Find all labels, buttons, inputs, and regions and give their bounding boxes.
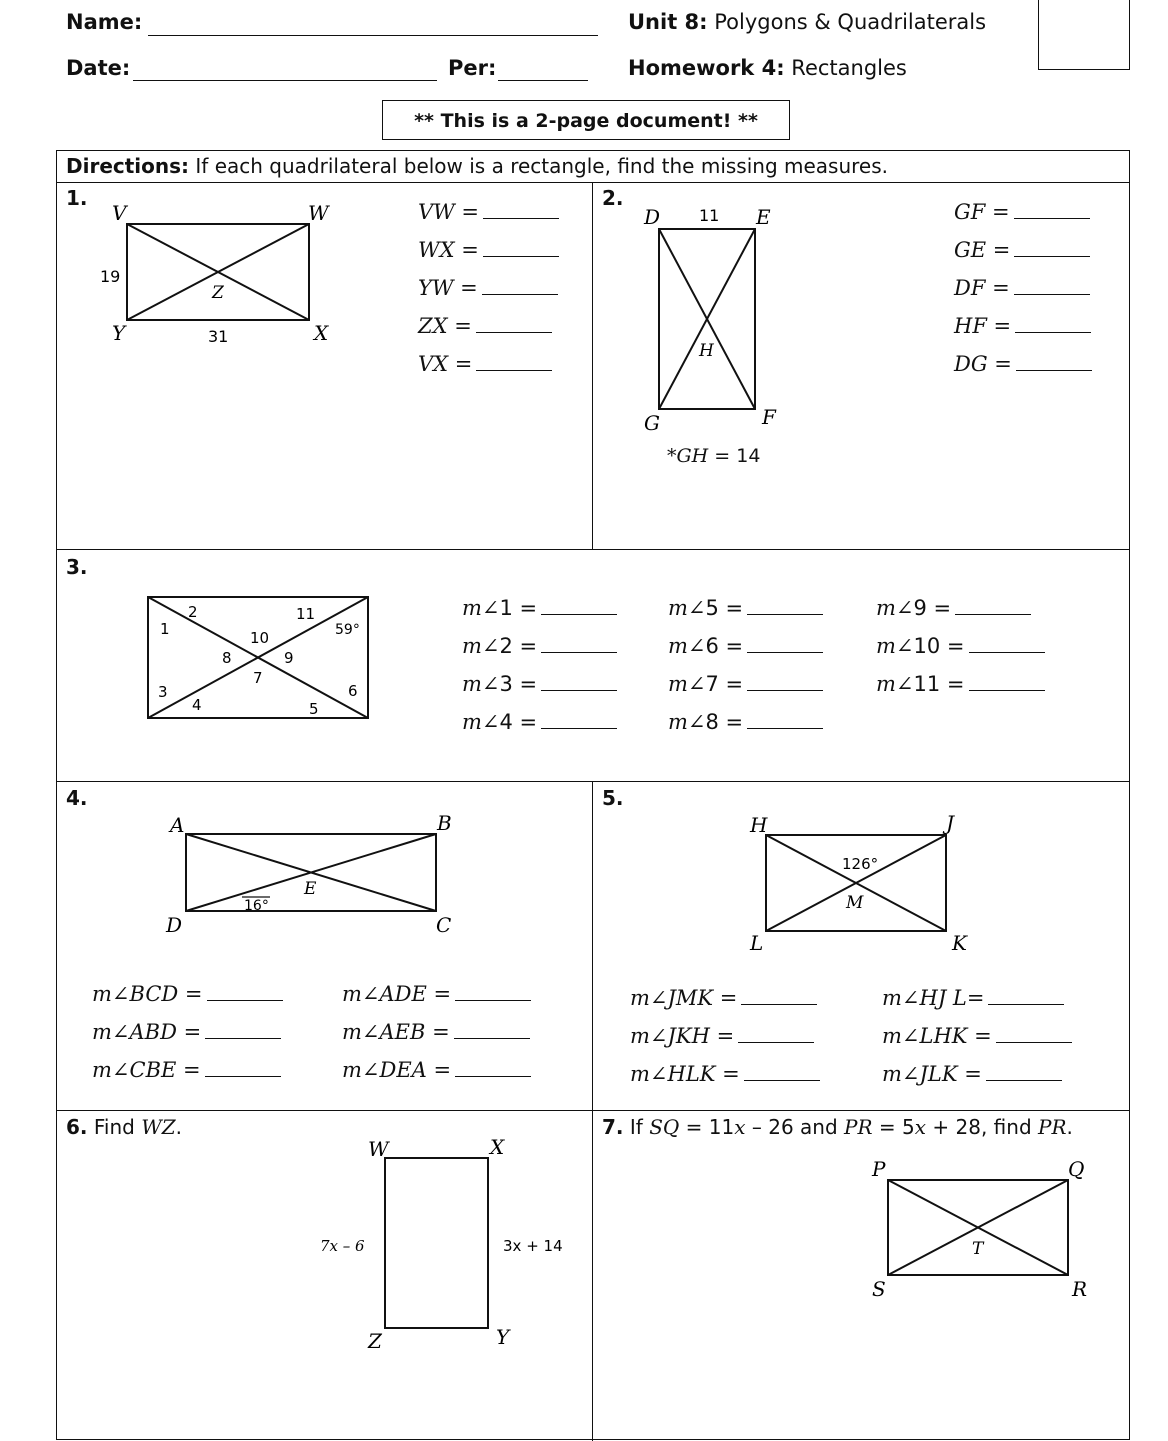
side-de-length: 11 (699, 206, 720, 225)
vertex-q: Q (1068, 1157, 1085, 1181)
date-label: Date: (66, 56, 131, 80)
p2-eq-hf: HF = (954, 314, 1091, 338)
vertex-w: W (368, 1137, 389, 1161)
p3-eq-5: m∠5 = (668, 596, 823, 620)
p3-eq-4: m∠4 = (462, 710, 617, 734)
per-label: Per: (448, 56, 497, 80)
vertex-d: D (166, 913, 183, 937)
vertex-k: K (952, 931, 967, 955)
p4-eq-bcd: m∠BCD = (92, 982, 283, 1006)
p3-eq-1: m∠1 = (462, 596, 617, 620)
p3-eq-8: m∠8 = (668, 710, 823, 734)
name-label: Name: (66, 10, 143, 34)
problem-4-number: 4. (66, 786, 88, 810)
angle-label-10: 10 (250, 629, 270, 647)
angle-label-3: 3 (158, 683, 168, 701)
angle-label-6: 6 (348, 682, 358, 700)
problem-2-number: 2. (602, 186, 624, 210)
p5-eq-hjl: m∠HJ L= (882, 986, 1064, 1010)
vertex-c: C (436, 913, 452, 937)
vertex-j: J (946, 811, 955, 835)
unit-title: Polygons & Quadrilaterals (714, 10, 987, 34)
problem-1-number: 1. (66, 186, 88, 210)
problem-6-prompt: 6. Find WZ. (66, 1115, 183, 1139)
vertex-d: D (644, 205, 661, 229)
vertex-y: Y (496, 1325, 510, 1349)
vertex-z: Z (368, 1329, 382, 1353)
p5-eq-jmk: m∠JMK = (630, 986, 817, 1010)
vertex-y: Y (112, 321, 126, 345)
p5-eq-lhk: m∠LHK = (882, 1024, 1072, 1048)
center-t: T (972, 1239, 984, 1259)
angle-label-7: 7 (253, 669, 263, 687)
vertex-x: X (490, 1135, 505, 1159)
center-h: H (699, 341, 714, 361)
p5-eq-jkh: m∠JKH = (630, 1024, 814, 1048)
p2-eq-ge: GE = (954, 238, 1090, 262)
p3-eq-9: m∠9 = (876, 596, 1031, 620)
p4-eq-cbe: m∠CBE = (92, 1058, 281, 1082)
p2-eq-dg: DG = (954, 352, 1092, 376)
problem-7-number: 7. (602, 1115, 624, 1139)
unit-number: Unit 8: (628, 10, 708, 34)
angle-label-1: 1 (160, 620, 170, 638)
given-angle-126: 126° (842, 855, 879, 873)
center-m: M (846, 893, 864, 913)
p1-eq-vx: VX = (418, 352, 552, 376)
side-xy-expression: 3x + 14 (503, 1237, 563, 1255)
p3-eq-6: m∠6 = (668, 634, 823, 658)
side-yx-length: 31 (208, 327, 229, 346)
center-z: Z (212, 283, 224, 303)
p1-eq-vw: VW = (418, 200, 559, 224)
given-angle-16: 16° (244, 898, 269, 914)
vertex-v: V (112, 201, 127, 225)
angle-label-8: 8 (222, 649, 232, 667)
vertex-w: W (308, 201, 329, 225)
vertex-f: F (762, 405, 776, 429)
problem-6-number: 6. (66, 1115, 88, 1139)
side-vy-length: 19 (100, 267, 121, 286)
angle-label-9: 9 (284, 649, 294, 667)
p4-eq-aeb: m∠AEB = (342, 1020, 530, 1044)
vertex-a: A (170, 813, 185, 837)
angle-label-4: 4 (192, 696, 202, 714)
p2-eq-gf: GF = (954, 200, 1090, 224)
p4-eq-ade: m∠ADE = (342, 982, 531, 1006)
p3-eq-7: m∠7 = (668, 672, 823, 696)
p5-eq-hlk: m∠HLK = (630, 1062, 820, 1086)
vertex-b: B (437, 811, 452, 835)
vertex-p: P (872, 1157, 886, 1181)
vertex-r: R (1072, 1277, 1088, 1301)
p4-eq-abd: m∠ABD = (92, 1020, 281, 1044)
p3-eq-11: m∠11 = (876, 672, 1045, 696)
vertex-h: H (750, 813, 768, 837)
directions-text: If each quadrilateral below is a rectangle, find the missing measures. (195, 154, 889, 178)
problem-5-number: 5. (602, 786, 624, 810)
angle-label-2: 2 (188, 603, 198, 621)
vertex-e: E (756, 205, 771, 229)
directions-label: Directions: (66, 154, 190, 178)
p3-eq-3: m∠3 = (462, 672, 617, 696)
p4-eq-dea: m∠DEA = (342, 1058, 531, 1082)
given-angle-59: 59° (335, 622, 360, 638)
p5-eq-jlk: m∠JLK = (882, 1062, 1062, 1086)
vertex-g: G (644, 411, 660, 435)
p2-given: *GH = 14 (667, 445, 761, 467)
vertex-l: L (750, 931, 764, 955)
p1-eq-yw: YW = (418, 276, 558, 300)
two-page-notice: ** This is a 2-page document! ** (382, 100, 790, 140)
problem-3-number: 3. (66, 555, 88, 579)
side-wz-expression: 7x – 6 (320, 1237, 365, 1255)
p3-eq-10: m∠10 = (876, 634, 1045, 658)
p3-eq-2: m∠2 = (462, 634, 617, 658)
vertex-x: X (314, 321, 329, 345)
homework-number: Homework 4: (628, 56, 785, 80)
angle-label-11: 11 (296, 605, 316, 623)
problem-7-prompt: 7. If SQ = 11x – 26 and PR = 5x + 28, find PR. (602, 1115, 1073, 1139)
p1-eq-zx: ZX = (418, 314, 552, 338)
center-e: E (304, 879, 317, 899)
angle-label-5: 5 (309, 700, 319, 718)
vertex-s: S (872, 1277, 886, 1301)
p1-eq-wx: WX = (418, 238, 559, 262)
p2-eq-df: DF = (954, 276, 1090, 300)
homework-title: Rectangles (791, 56, 907, 80)
